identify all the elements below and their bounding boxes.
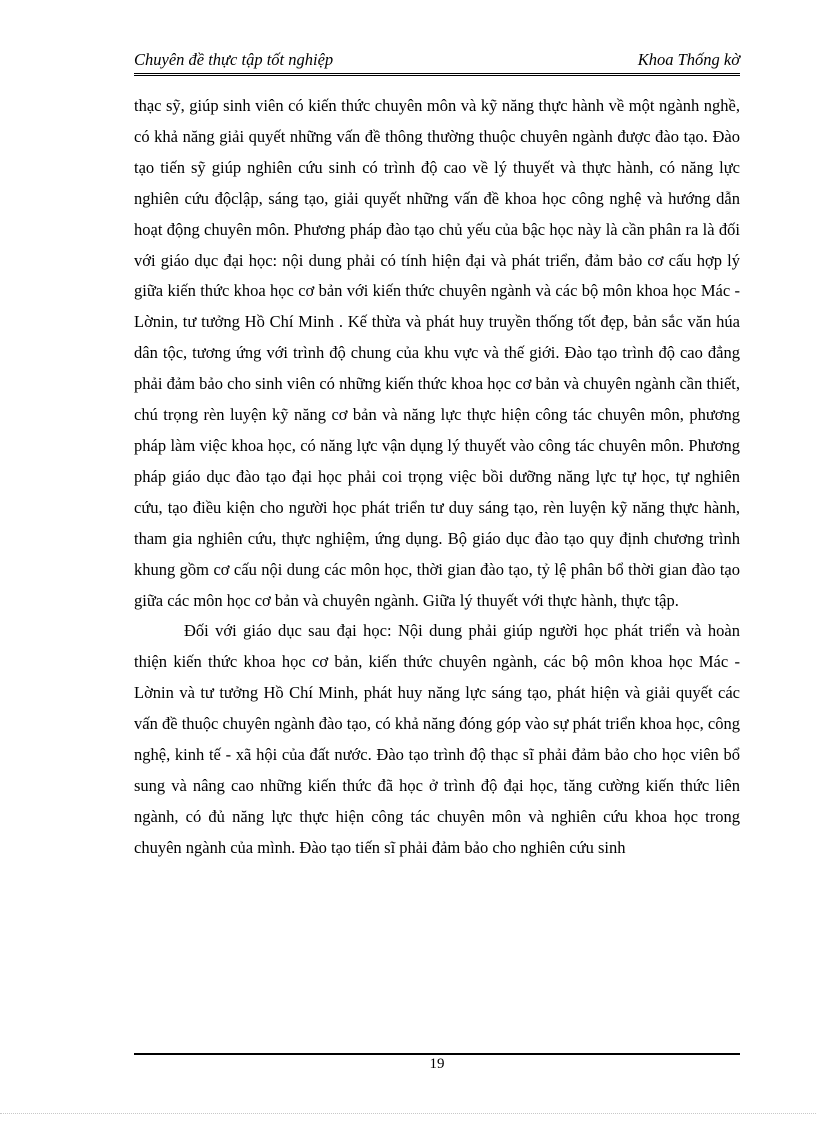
body-paragraph: Đối với giáo dục sau đại học: Nội dung phải giúp người học phát triển và hoàn thiện kiến thức khoa học cơ bản, kiến thức chuyên ngành, các bộ môn khoa học Mác - Lờnin và tư tưởng Hồ Chí Minh, phát huy năng lực sáng tạo, phát hiện và giải quyết các vấn đề thuộc chuyên ngành đào tạo, có khả năng đóng góp vào sự phát triển khoa học, công nghệ, kinh tế - xã hội của đất nước. Đào tạo trình độ thạc sĩ phải đảm bảo cho học viên bổ sung và nâng cao những kiến thức đã học ở trình độ đại học, tăng cường kiến thức liên ngành, có đủ năng lực thực hiện công tác chuyên môn và nghiên cứu khoa học trong chuyên ngành của mình. Đào tạo tiến sĩ phải đảm bảo cho nghiên cứu sinh — [134, 621, 740, 857]
header-document-title: Chuyên đề thực tập tốt nghiệp — [134, 50, 334, 69]
header-divider — [134, 73, 740, 76]
page-number: 19 — [429, 1056, 445, 1072]
footer-divider — [134, 1053, 740, 1055]
page-bottom-border — [0, 1113, 816, 1114]
body-paragraph: thạc sỹ, giúp sinh viên có kiến thức chuyên môn và kỹ năng thực hành về một ngành nghề, có khả năng giải quyết những vấn đề thông thường thuộc chuyên ngành được đào tạo. Đào tạo tiến sỹ giúp nghiên cứu sinh có trình độ cao về lý thuyết và thực hành, có năng lực nghiên cứu độclập, sáng tạo, giải quyết những vấn đề khoa học công nghệ và hướng dẫn hoạt động chuyên môn. Phương pháp đào tạo chủ yếu của bậc học này là cần phân ra là đối với giáo dục đại học: nội dung phải có tính hiện đại và phát triển, đảm bảo cơ cấu hợp lý giữa kiến thức khoa học cơ bản với kiến thức chuyên ngành và các bộ môn khoa học Mác - Lờnin, tư tưởng Hồ Chí Minh . Kế thừa và phát huy truyền thống tốt đẹp, bản sắc văn húa dân tộc, tương ứng với trình độ chung của khu vực và thế giới. Đào tạo trình độ cao đẳng phải đảm bảo cho sinh viên có những kiến thức khoa học cơ bản và chuyên ngành cần thiết, chú trọng rèn luyện kỹ năng cơ bản và năng lực thực hiện công tác chuyên môn, phương pháp làm việc khoa học, có năng lực vận dụng lý thuyết vào công tác chuyên môn. Phương pháp giáo dục đào tạo đại học phải coi trọng việc bồi dưỡng năng lực tự học, tự nghiên cứu, tạo điều kiện cho người học phát triển tư duy sáng tạo, rèn luyện kỹ năng thực hành, tham gia nghiên cứu, thực nghiệm, ứng dụng. Bộ giáo dục đào tạo quy định chương trình khung gồm cơ cấu nội dung các môn học, thời gian đào tạo, tỷ lệ phân bổ thời gian đào tạo giữa các môn học cơ bản và chuyên ngành. Giữa lý thuyết với thực hành, thực tập. — [134, 96, 740, 610]
page-header — [134, 50, 740, 72]
document-body — [134, 91, 740, 864]
header-faculty-name: Khoa Thống kờ — [637, 50, 740, 69]
